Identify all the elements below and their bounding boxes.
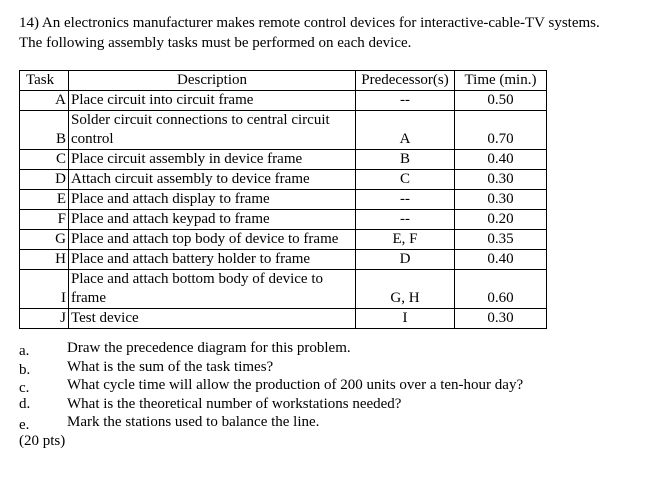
description-line: Place circuit assembly in device frame <box>71 151 303 167</box>
task-description-cell <box>69 111 356 150</box>
task-description-cell <box>69 250 356 270</box>
task-description-cell <box>69 230 356 250</box>
description-line: Place and attach keypad to frame <box>71 211 270 227</box>
description-line: Place and attach display to frame <box>71 191 270 207</box>
task-id-cell: B <box>20 111 69 150</box>
task-time-cell: 0.60 <box>455 270 547 309</box>
header-description: Description <box>69 71 356 91</box>
table-row <box>20 309 547 329</box>
task-predecessor-cell: -- <box>356 210 455 230</box>
task-description-cell <box>69 309 356 329</box>
task-time-cell: 0.30 <box>455 190 547 210</box>
description-line: Place and attach top body of device to frame <box>71 231 339 247</box>
task-predecessor-cell: E, F <box>356 230 455 250</box>
task-predecessor-cell: I <box>356 309 455 329</box>
description-line: Place circuit into circuit frame <box>71 92 254 108</box>
task-rows <box>20 91 547 329</box>
question-text: What is the sum of the task times? <box>67 358 274 375</box>
table-row <box>20 210 547 230</box>
table-row <box>20 111 547 150</box>
task-time-cell: 0.35 <box>455 230 547 250</box>
task-id-cell: A <box>20 91 69 111</box>
task-table <box>19 70 547 329</box>
question-letter: a. <box>19 343 30 359</box>
header-task: Task <box>20 71 69 91</box>
description-line: Place and attach battery holder to frame <box>71 251 311 267</box>
task-predecessor-cell: A <box>356 111 455 150</box>
task-id-cell: D <box>20 170 69 190</box>
problem-statement <box>19 13 659 53</box>
task-time-cell: 0.50 <box>455 91 547 111</box>
task-description-cell <box>69 190 356 210</box>
table-row <box>20 91 547 111</box>
question-item <box>19 395 402 414</box>
task-id-cell: F <box>20 210 69 230</box>
task-time-cell: 0.30 <box>455 309 547 329</box>
question-item <box>19 413 320 433</box>
description-line: control <box>71 131 114 147</box>
task-predecessor-cell: -- <box>356 91 455 111</box>
question-letter: b. <box>19 361 31 378</box>
task-predecessor-cell: G, H <box>356 270 455 309</box>
header-predecessors: Predecessor(s) <box>356 71 455 91</box>
question-text: What cycle time will allow the production of 200 units over a ten-hour day? <box>67 377 524 393</box>
table-header-row <box>20 71 547 91</box>
task-description-cell <box>69 150 356 170</box>
table-row <box>20 230 547 250</box>
task-predecessor-cell: D <box>356 250 455 270</box>
task-predecessor-cell: -- <box>356 190 455 210</box>
problem-line-1: 14) An electronics manufacturer makes remote control devices for interactive-cable-TV systems. <box>19 15 600 31</box>
task-predecessor-cell: B <box>356 150 455 170</box>
table-row <box>20 250 547 270</box>
description-line: Attach circuit assembly to device frame <box>71 171 310 187</box>
question-list <box>19 339 524 451</box>
task-predecessor-cell: C <box>356 170 455 190</box>
task-time-cell: 0.40 <box>455 150 547 170</box>
question-text: Mark the stations used to balance the line. <box>67 414 320 430</box>
header-time: Time (min.) <box>455 71 547 91</box>
points-label: (20 pts) <box>19 432 66 449</box>
question-letter: d. <box>19 395 31 412</box>
task-description-cell <box>69 91 356 111</box>
task-id-cell: E <box>20 190 69 210</box>
task-id-cell: H <box>20 250 69 270</box>
task-id-cell: C <box>20 150 69 170</box>
task-time-cell: 0.30 <box>455 170 547 190</box>
task-time-cell: 0.70 <box>455 111 547 150</box>
task-description-cell <box>69 210 356 230</box>
description-line: Place and attach bottom body of device to <box>71 271 324 287</box>
table-row <box>20 190 547 210</box>
problem-line-2: The following assembly tasks must be performed on each device. <box>19 35 412 51</box>
task-time-cell: 0.20 <box>455 210 547 230</box>
question-letter: c. <box>19 380 30 396</box>
task-id-cell: G <box>20 230 69 250</box>
description-line: Solder circuit connections to central circuit <box>71 112 330 128</box>
task-description-cell <box>69 170 356 190</box>
table-row <box>20 170 547 190</box>
description-line: frame <box>71 290 106 306</box>
question-item <box>19 339 351 359</box>
task-id-cell: J <box>20 309 69 329</box>
task-time-cell: 0.40 <box>455 250 547 270</box>
task-id-cell: I <box>20 270 69 309</box>
description-line: Test device <box>71 310 139 326</box>
task-description-cell <box>69 270 356 309</box>
table-row <box>20 150 547 170</box>
question-text: Draw the precedence diagram for this problem. <box>67 340 351 356</box>
question-letter: e. <box>19 417 30 433</box>
question-item <box>19 358 274 378</box>
question-item <box>19 376 524 396</box>
question-text: What is the theoretical number of workstations needed? <box>67 395 402 412</box>
table-row <box>20 270 547 309</box>
